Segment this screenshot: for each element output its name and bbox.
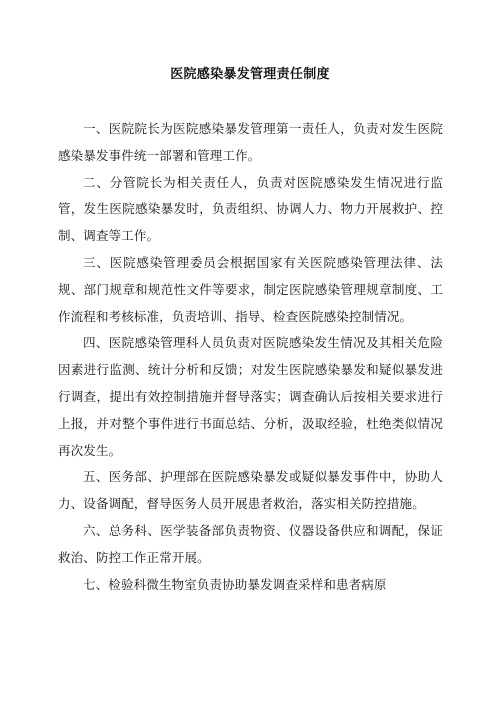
document-title: 医院感染暴发管理责任制度: [170, 67, 330, 82]
paragraph-4: 四、医院感染管理科人员负责对医院感染发生情况及其相关危险因素进行监测、统计分析和反馈；对发生医院感染暴发和疑似暴发进行调查，提出有效控制措施并督导落实；调查确认后按相关要求进行上报，并对整个事件进行书面总结、分析，汲取经验，杜绝类似情况再次发生。: [58, 335, 443, 458]
paragraph-6: 六、总务科、医学装备部负责物资、仪器设备供应和调配，保证救治、防控工作正常开展。: [58, 522, 443, 565]
paragraph-1: 一、医院院长为医院感染暴发管理第一责任人，负责对发生医院感染暴发事件统一部署和管理工作。: [58, 121, 443, 163]
paragraph-3: 三、医院感染管理委员会根据国家有关医院感染管理法律、法规、部门规章和规范性文件等要求，制定医院感染管理规章制度、工作流程和考核标准，负责培训、指导、检查医院感染控制情况。: [58, 254, 443, 324]
paragraph-2: 二、分管院长为相关责任人，负责对医院感染发生情况进行监管，发生医院感染暴发时，负责组织、协调人力、物力开展救护、控制、调查等工作。: [58, 174, 443, 244]
paragraph-7: 七、检验科微生物室负责协助暴发调查采样和患者病原: [83, 576, 387, 592]
paragraph-5: 五、医务部、护理部在医院感染暴发或疑似暴发事件中，协助人力、设备调配，督导医务人员开展患者救治，落实相关防控措施。: [58, 469, 443, 512]
document-body: [58, 116, 443, 598]
